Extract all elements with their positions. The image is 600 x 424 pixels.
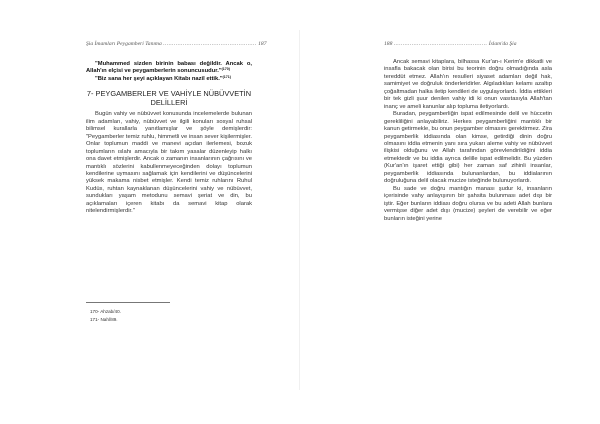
paragraph-3: Bu sade ve doğru mantığın manası şudur ki, insanların içerisinde vahy anlayışının bir şahsita bulunması adet dışı bir iştir. Eğer bunların iddiası doğru olursa ve bu adeti Allah bunlara vermişse diğer adet dışı (mucize) şeyleri de verebilir ve eğer bunların isteğini yerine [384,185,552,222]
right-header-dots: .................................................... [393,41,488,47]
left-header-dots: .................................................... [163,41,257,47]
left-page-header [86,41,267,47]
paragraph-2: Buradan, peygamberliğin ispat edilmesinde delil ve hüccetin gerekliliğini anlayabiliriz. Herkes peygamberliğini mantıklı bir kanun getirmekle, bu onun peygamber olmasını gerektirmez. Zira peygamberlik iddiasında olan kimse, getirdiği dinin doğru olmasını iddia etmenin yanı sıra yukarı aleme vahiy ve nübüvvet ilişkisi olduğunu ve Allah tarafından görevlendirildiğini iddia etmektedir ve bu iddia ayrıca delille ispat edilmelidir. Bu yüzden (Kur'an'ın işaret ettiği gibi) her zaman saf zihinli insanlar, peygamberlik iddiasında bulunanlardan, bu iddialarının doğruluğuna delil olacak mucize isteğinde bulunuyorlardı. [384,111,552,185]
footnote-ref-171: (171) [222,74,231,79]
right-page-body [384,59,552,223]
body-paragraph: Bugün vahiy ve nübüvvet konusunda incelemelerde bulunan ilim adamları, vahiy, nübüvvet ve ilgili konuları sosyal ruhsal bilimsel kurallarla yanıtlamışlar ve şöyle demişlerdir: "Peygamberler temiz ruhlu, himmetli ve insan sever kişilermişler. Onlar toplumun maddi ve manevi açıdan ilerlemesi, bozuk toplumların ıslahı amacıyla bir takım yasalar düzenleyip halkı ona davet etmişlerdir. Ancak o zamanın insanlarının çağrısını ve mantıklı sözlerini kabullenmeyeceğinden dolayı toplumun kendilerine uymasını sağlamak için kendilerini ve düşüncelerini yüksek makama nisbet etmişler. Kendi temiz ruhlarını Ruhul Kudüs, ruhtan kaynaklanan düşüncelerini vahiy ve nübüvvet, sundukları yaşam metodunu semavi şeriat ve din, bu açıklamaları içeren kitabı da semavi kitap olarak nitelendirmişlerdir." [86,111,252,215]
section-heading-line-1: 7- PEYGAMBERLER VE VAHİYLE NÜBÜVVETİN [86,89,252,99]
right-page-number: 188 [384,41,393,47]
footnote-rule [86,302,170,303]
left-page-number: 187 [258,41,267,47]
left-page-body [86,61,252,216]
right-page-header [384,41,517,47]
quote-verse-2: "Biz sana her şeyi açıklayan Kitabı nazil ettik."$^{(171)}$ [95,74,231,82]
section-heading-line-2: DELİLLERİ [150,98,188,108]
footnote-170: 170- Ahzab/40. [90,309,121,314]
paragraph-1: Ancak semavi kitaplara, bilhassa Kur'an-ı Kerim'e dikkatli ve insafla bakacak olan birisi bu teorinin doğru olmadığında asla tereddüt etmez. Allah'ın resulleri siyaset adamları değil hak, samimiyet ve doğruluk önderleridirler. Algıladıkları kelamı azaltıp çoğaltmadan halka iletip kendileri de uygulayorlardı. İddia ettikleri bir tek gizli şuur denilen vahiy idi ki onun vasıtasıyla Allah'tan inanç ve ameli kanunlar alıp topluma iletiyorlardı. [384,59,552,110]
footnote-171: 171- Nahl/89. [90,317,118,322]
right-page [300,0,600,424]
left-header-title: Şia İmamları Peygamberi Tanıma [86,41,162,47]
right-header-title: İslam'da Şia [488,41,517,47]
footnote-ref-170: (170) [221,67,230,72]
quote-verse-1: "Muhammed sizden birinin babası değildir. Ancak o, Allah'ın elçisi ve peygamberlerin sonuncusudur."$^{(170)}$ [86,61,252,75]
